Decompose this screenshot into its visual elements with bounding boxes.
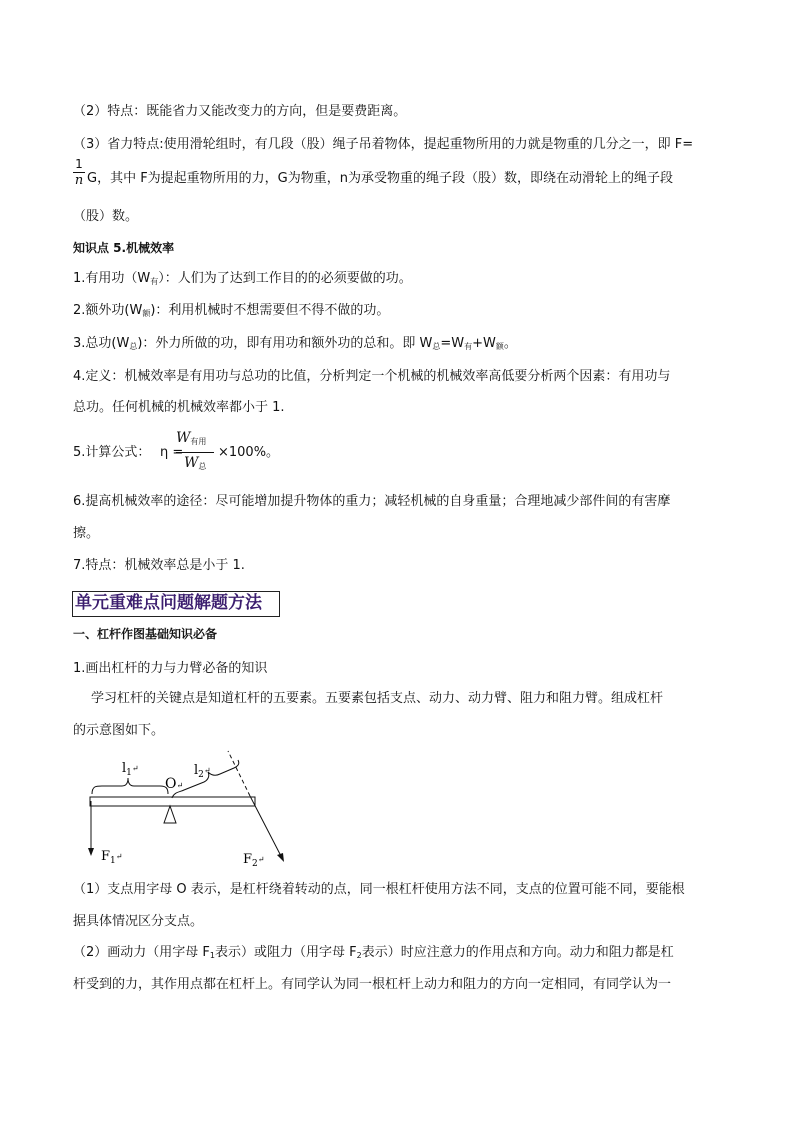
pulley-feature-3-line1: （3）省力特点:使用滑轮组时，有几段（股）绳子吊着物体，提起重物所用的力就是物重的几分之一，即 F=: [73, 137, 694, 152]
lever-basics-heading: 一、杠杆作图基础知识必备: [73, 627, 218, 641]
formula-times-100: ×100%。: [218, 445, 280, 460]
note2-text-end: 表示）时应注意力的作用点和方向。动力和阻力都是杠: [361, 945, 674, 960]
lever-paragraph-line2: 的示意图如下。: [73, 723, 165, 738]
item3-eq: =W: [440, 336, 465, 351]
pulley-feature-3-line3: （股）数。: [73, 209, 139, 224]
efficiency-item-6-line1: 6.提高机械效率的途径：尽可能增加提升物体的重力；减轻机械的自身重量；合理地减少部件间的有害摩: [73, 494, 671, 509]
numerator-W: W: [176, 430, 191, 446]
item2-text-end: )：利用机械时不想需要但不得不做的功。: [150, 303, 390, 318]
fraction-numerator: 1: [75, 157, 83, 171]
section-title-box: 单元重难点问题解题方法: [72, 591, 280, 617]
item3-text: 3.总功(W: [73, 336, 130, 351]
l2-label: $l_2^↵$: [194, 763, 211, 780]
item1-text: 1.有用功（W: [73, 271, 151, 286]
item1-subscript: 有: [150, 277, 159, 286]
f2-arrowhead: [277, 853, 284, 862]
item2-text: 2.额外功(W: [73, 303, 143, 318]
item3-subscript: 总: [129, 342, 138, 351]
f2-label: $F_2^↵$: [243, 852, 265, 869]
lever-bar: [90, 797, 255, 806]
pulley-feature-3-line2: G，其中 F为提起重物所用的力，G为物重，n为承受物重的绳子段（股）数，即绕在动滑轮上的绳子段: [87, 171, 673, 186]
f2-arrow-line: [250, 796, 282, 858]
formula-bar: [176, 452, 214, 453]
lever-note-1-line2: 据具体情况区分支点。: [73, 914, 204, 929]
f1-arrowhead: [88, 848, 94, 856]
lever-item-1: 1.画出杠杆的力与力臂必备的知识: [73, 661, 268, 676]
efficiency-item-6-line2: 擦。: [73, 526, 100, 541]
efficiency-item-1: [73, 269, 412, 292]
lever-note-2-line2: 杆受到的力，其作用点都在杠杆上。有同学认为同一根杠杆上动力和阻力的方向一定相同，有同学认为一: [73, 977, 672, 992]
f1-label: $F_1^↵$: [101, 849, 123, 866]
efficiency-item-5-label: 5.计算公式：: [73, 445, 151, 460]
formula-denominator: [176, 455, 214, 475]
efficiency-item-4-line1: 4.定义：机械效率是有用功与总功的比值，分析判定一个机械的机械效率高低要分析两个因素：有用功与: [73, 369, 671, 384]
item3-subscript-useful: 有: [464, 342, 473, 351]
note2-text: （2）画动力（用字母 F: [73, 945, 210, 960]
eta-symbol: η =: [160, 445, 184, 460]
lever-note-1-line1: （1）支点用字母 O 表示，是杠杆绕着转动的点，同一根杠杆使用方法不同，支点的位置可能不同，要能根: [73, 882, 685, 897]
item3-subscript-extra: 额: [495, 342, 504, 351]
numerator-subscript: 有用: [190, 437, 207, 446]
knowledge-point-5-heading: 知识点 5.机械效率: [73, 241, 175, 255]
item3-end: 。: [503, 336, 517, 351]
efficiency-item-3: [73, 334, 517, 357]
f2-line-of-action: [228, 751, 250, 796]
item3-text-mid: )：外力所做的功，即有用功和额外功的总和。即 W: [137, 336, 433, 351]
note2-sub2: 2: [356, 951, 362, 960]
efficiency-item-4-line2: 总功。任何机械的机械效率都小于 1.: [73, 400, 285, 415]
lever-paragraph-line1: 学习杠杆的关键点是知道杠杆的五要素。五要素包括支点、动力、动力臂、阻力和阻力臂。组成杠杆: [91, 691, 664, 706]
efficiency-item-2: [73, 301, 389, 324]
note2-text-mid: 表示）或阻力（用字母 F: [214, 945, 357, 960]
item2-subscript: 额: [142, 309, 151, 318]
lever-note-2-line1: [73, 943, 674, 966]
item1-text-end: ）：人们为了达到工作目的的必须要做的功。: [158, 271, 412, 286]
item3-subscript-total: 总: [432, 342, 441, 351]
fulcrum-triangle: [164, 806, 176, 823]
pivot-label: O↵: [165, 776, 184, 792]
efficiency-item-7: 7.特点：机械效率总是小于 1.: [73, 558, 245, 573]
fraction-denominator: n: [74, 173, 84, 188]
item3-plus: +W: [472, 336, 496, 351]
pulley-feature-2: （2）特点：既能省力又能改变力的方向，但是要费距离。: [73, 104, 407, 119]
l1-brace: [92, 778, 168, 794]
lever-diagram: [80, 748, 320, 878]
l1-label: $l_1^↵$: [122, 761, 139, 778]
formula-numerator: [176, 430, 214, 450]
denominator-subscript: 总: [198, 462, 207, 471]
denominator-W: W: [184, 455, 199, 471]
fraction-1-over-n: [73, 157, 85, 188]
efficiency-formula-fraction: [176, 430, 214, 475]
note2-sub1: 1: [209, 951, 215, 960]
